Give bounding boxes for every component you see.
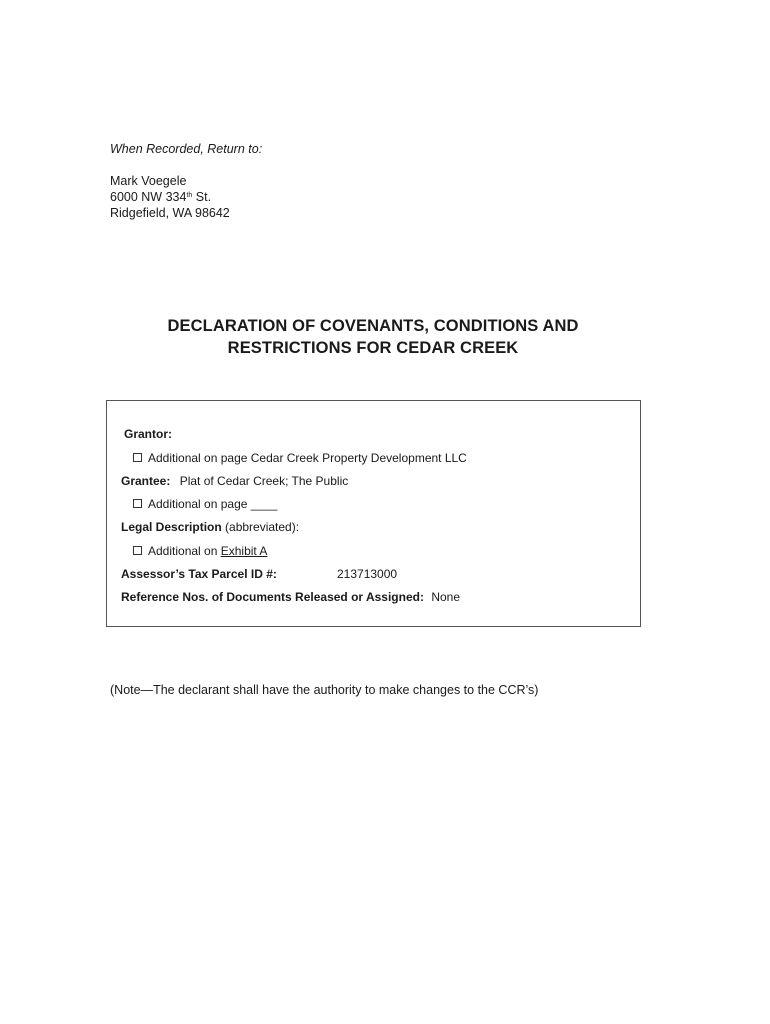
- reference-value: None: [431, 590, 461, 604]
- tax-parcel-label: Assessor’s Tax Parcel ID #:: [121, 567, 277, 581]
- legal-description-row: [121, 520, 299, 534]
- address-city: Ridgefield, WA 98642: [110, 206, 230, 220]
- grantee-row: [121, 474, 348, 488]
- legal-additional-text: Additional on: [148, 544, 221, 558]
- document-title-line-1: DECLARATION OF COVENANTS, CONDITIONS AND: [167, 317, 579, 335]
- grantee-label: Grantee:: [121, 474, 171, 488]
- address-street-suffix: St.: [192, 190, 212, 204]
- grantor-checkbox[interactable]: [133, 453, 142, 462]
- legal-description-label: Legal Description: [121, 520, 222, 534]
- address-street: [110, 189, 211, 205]
- document-title-line-2: RESTRICTIONS FOR CEDAR CREEK: [227, 339, 519, 357]
- grantee-additional-row: [133, 497, 277, 511]
- reference-row: [121, 590, 460, 604]
- legal-additional-row: [133, 544, 267, 558]
- grantee-additional: Additional on page ____: [148, 497, 278, 511]
- legal-checkbox[interactable]: [133, 546, 142, 555]
- tax-parcel-value: 213713000: [337, 567, 398, 581]
- reference-label: Reference Nos. of Documents Released or Assigned:: [121, 590, 424, 604]
- declarant-note: (Note—The declarant shall have the authority to make changes to the CCR’s): [110, 683, 539, 697]
- exhibit-a-link[interactable]: Exhibit A: [220, 544, 268, 558]
- grantor-value: Additional on page Cedar Creek Property Development LLC: [148, 451, 467, 465]
- address-street-number: 6000 NW 334: [110, 190, 187, 204]
- grantee-checkbox[interactable]: [133, 499, 142, 508]
- address-street-ordinal: th: [186, 192, 193, 199]
- address-name: Mark Voegele: [110, 174, 187, 188]
- legal-description-suffix: (abbreviated):: [221, 520, 300, 534]
- return-to-label: When Recorded, Return to:: [110, 142, 263, 156]
- grantor-label: Grantor:: [124, 427, 172, 441]
- grantor-row: [133, 451, 467, 465]
- grantee-value: Plat of Cedar Creek; The Public: [179, 474, 349, 488]
- recording-info-box: [106, 400, 641, 627]
